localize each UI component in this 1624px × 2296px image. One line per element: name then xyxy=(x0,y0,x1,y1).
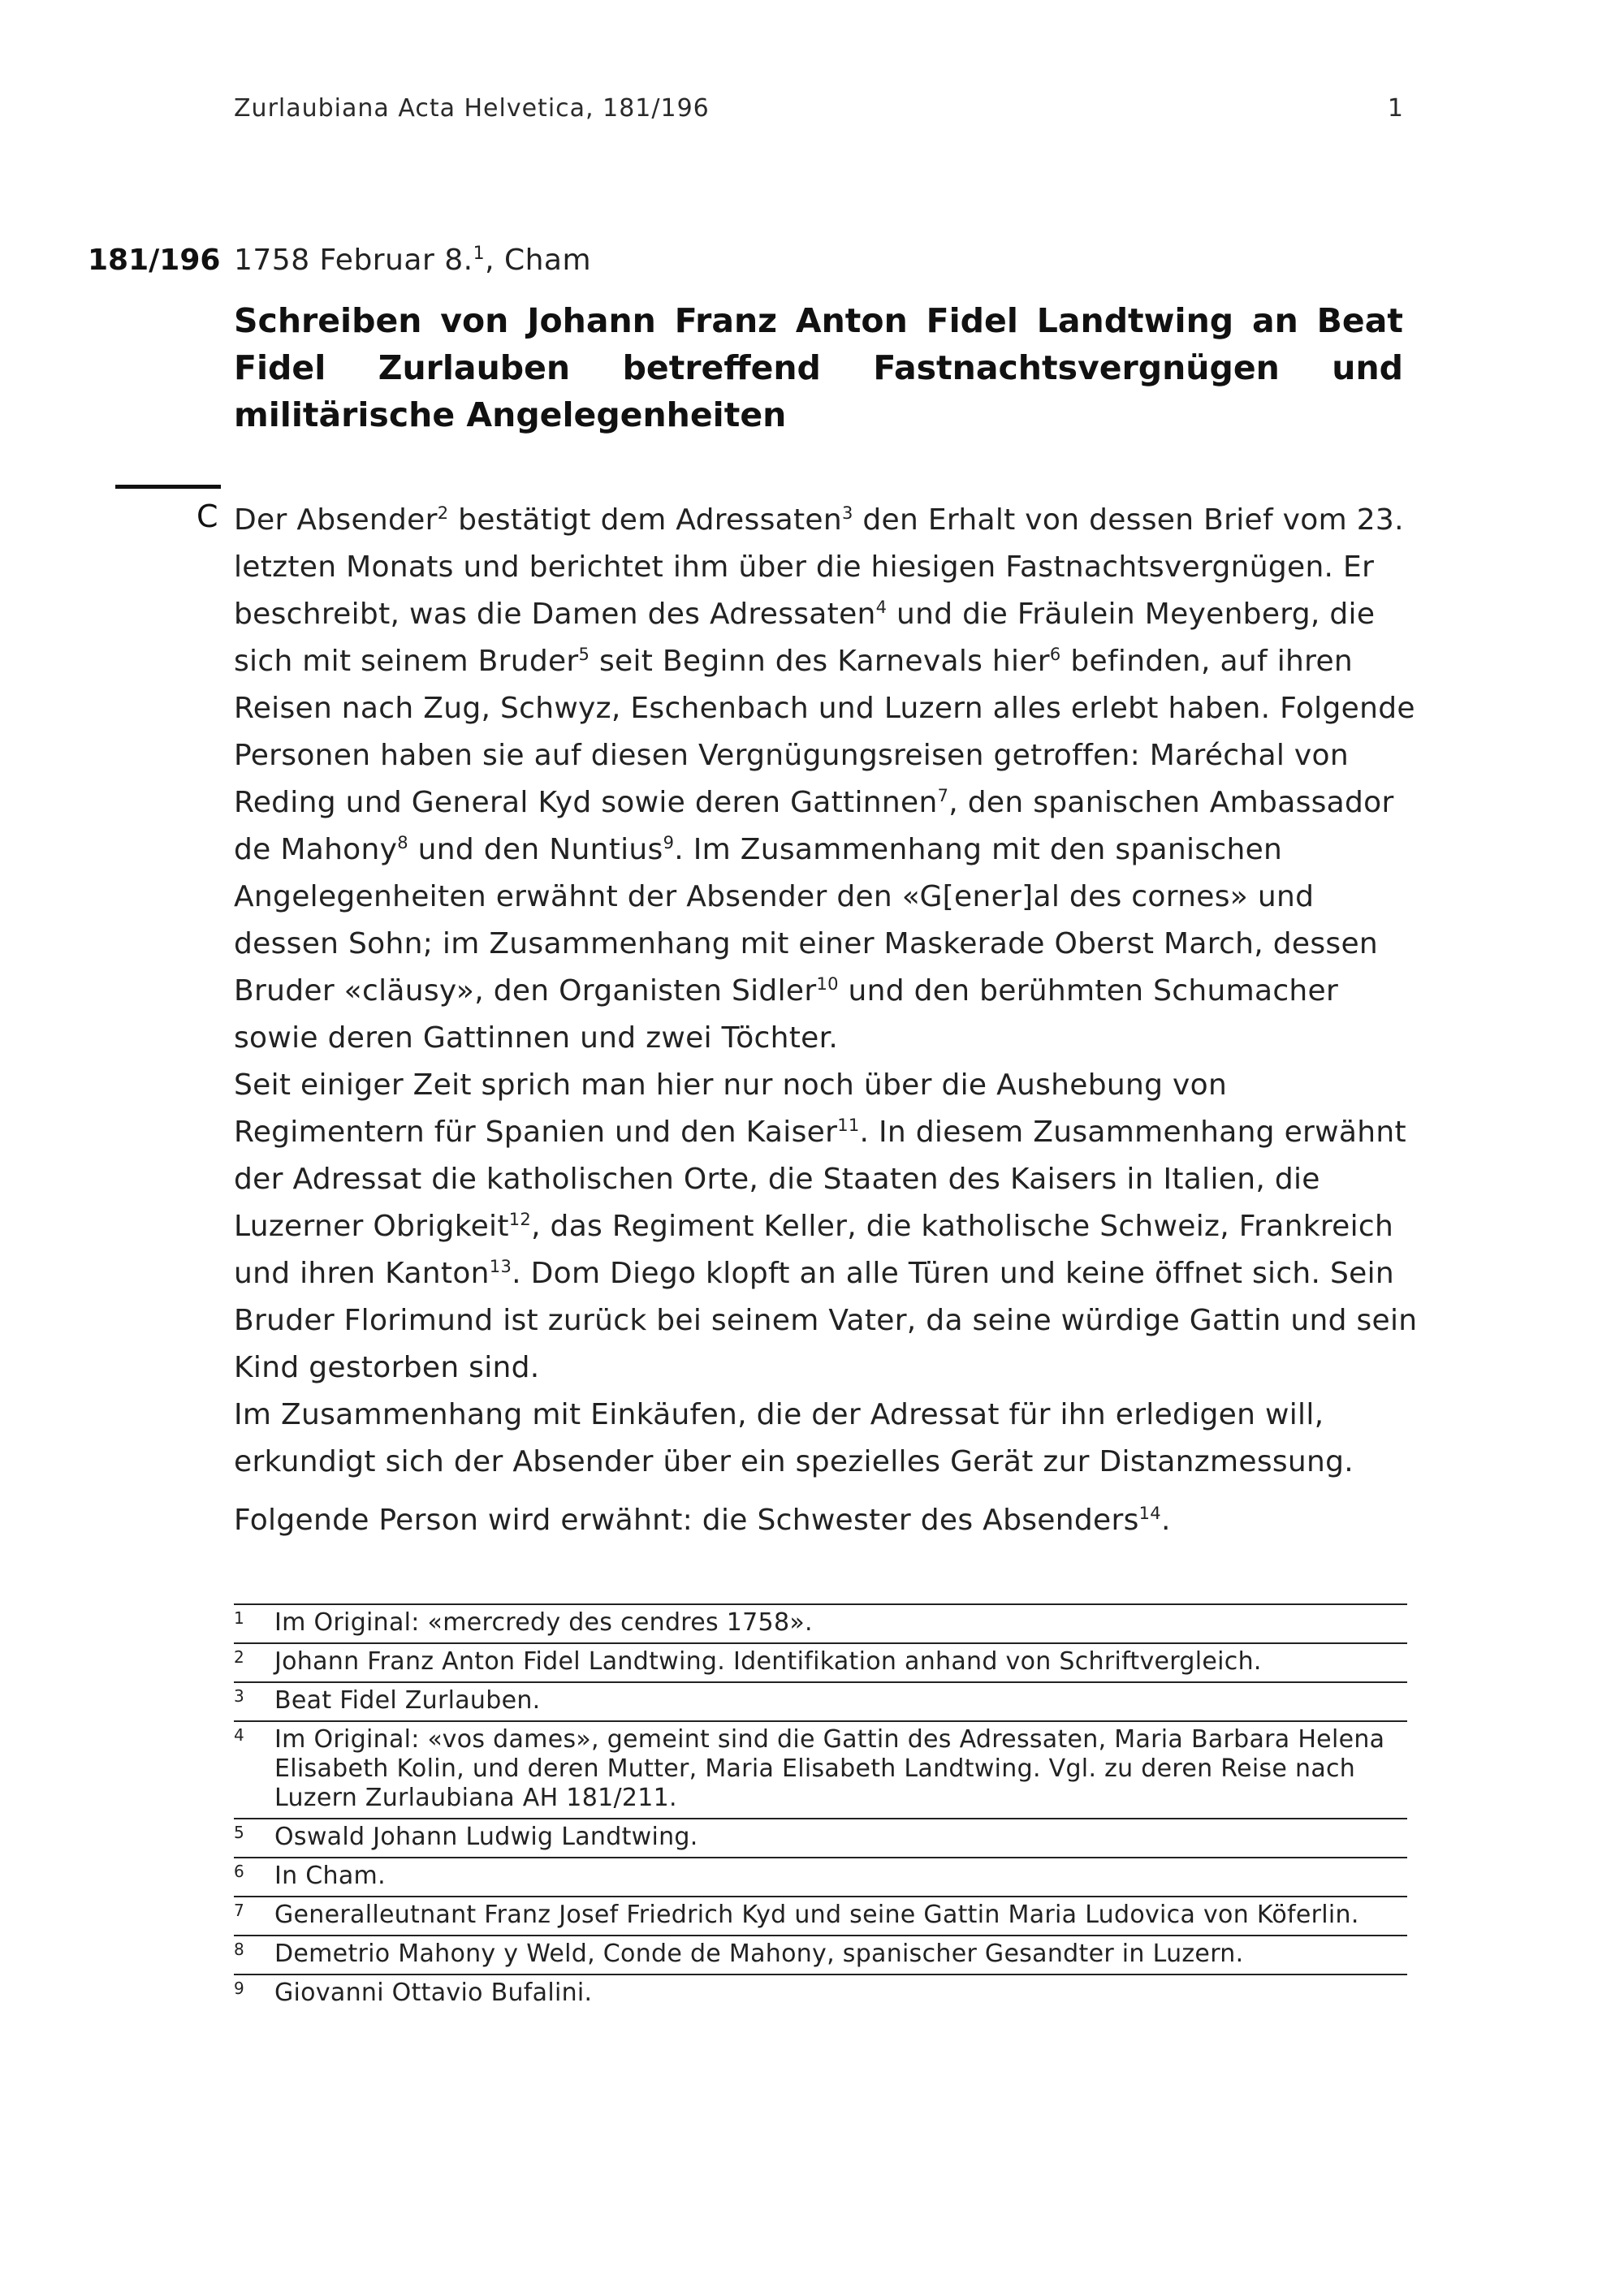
footnote-ref: 3 xyxy=(841,503,853,523)
document-title: Schreiben von Johann Franz Anton Fidel Landtwing an Beat Fidel Zurlauben betreffend Fastnachtsvergnügen und militärische Angelegenheiten xyxy=(234,301,1403,434)
body-text: und die Fräulein Meyenberg, die sich mit seinem Bruder xyxy=(234,598,1376,678)
footnote xyxy=(234,1603,1407,1642)
footnote-ref: 14 xyxy=(1138,1504,1161,1523)
footnote-ref: 1 xyxy=(473,244,486,264)
footnote-text: Johann Franz Anton Fidel Landtwing. Identifikation anhand von Schriftvergleich. xyxy=(274,1647,1262,1676)
footnote xyxy=(234,1681,1407,1720)
body-text: . Im Zusammenhang mit den spanischen Angelegenheiten erwähnt der Absender den «G[ener]al des cornes» und dessen Sohn; im Zusammenhang mit einer Maskerade Oberst March, dessen Bruder «cläusy», den Organisten Sidler xyxy=(234,833,1379,1008)
footnote-number: 4 xyxy=(234,1725,245,1745)
footnote-ref: 13 xyxy=(489,1257,512,1276)
body-paragraph-1 xyxy=(234,497,1419,1062)
footnote-number: 3 xyxy=(234,1686,245,1706)
footnote xyxy=(234,1818,1407,1857)
regest-body xyxy=(234,497,1419,1544)
body-paragraph-2 xyxy=(234,1062,1419,1392)
footnote-text: In Cham. xyxy=(274,1862,386,1890)
footnote-ref: 12 xyxy=(508,1210,532,1229)
footnote xyxy=(234,1974,1407,2013)
footnote xyxy=(234,1642,1407,1681)
footnote-number: 9 xyxy=(234,1979,245,1998)
body-text: Seit einiger Zeit sprich man hier nur noch über die Aushebung von Regimentern für Spanien und den Kaiser xyxy=(234,1068,1228,1149)
body-text: und den Nuntius xyxy=(408,833,663,866)
document-date: 1758 Februar 8. xyxy=(234,244,473,277)
footnote-ref: 4 xyxy=(875,598,888,617)
footnote-text: Beat Fidel Zurlauben. xyxy=(274,1686,541,1715)
footnote-number: 2 xyxy=(234,1647,245,1667)
document-date-line xyxy=(234,244,591,277)
document-place: , Cham xyxy=(485,244,592,277)
body-text: . In diesem Zusammenhang erwähnt der Adressat die katholischen Orte, die Staaten des Kaisers in Italien, die Luzerner Obrigkeit xyxy=(234,1116,1406,1243)
body-text: , den spanischen Ambassador de Mahony xyxy=(234,786,1394,866)
footnote-ref: 2 xyxy=(437,503,449,523)
footnote-text: Giovanni Ottavio Bufalini. xyxy=(274,1979,593,2007)
body-text: Folgende Person wird erwähnt: die Schwester des Absenders xyxy=(234,1504,1139,1537)
footnote-number: 6 xyxy=(234,1862,245,1881)
section-marker: C xyxy=(197,498,218,534)
body-text: bestätigt dem Adressaten xyxy=(448,503,842,537)
footnote xyxy=(234,1857,1407,1896)
footnote-ref: 6 xyxy=(1049,645,1061,664)
footnote-text: Im Original: «vos dames», gemeint sind die Gattin des Adressaten, Maria Barbara Helena Elisabeth Kolin, und deren Mutter, Maria Elisabeth Landtwing. Vgl. zu deren Reise nach Luzern Zurlaubiana AH 181/211. xyxy=(274,1725,1385,1812)
body-text: und den berühmten Schumacher sowie deren Gattinnen und zwei Töchter. xyxy=(234,974,1339,1055)
body-text: seit Beginn des Karnevals hier xyxy=(590,645,1050,678)
footnote xyxy=(234,1935,1407,1974)
body-paragraph-3: Im Zusammenhang mit Einkäufen, die der Adressat für ihn erledigen will, erkundigt sich der Absender über ein spezielles Gerät zur Distanzmessung. xyxy=(234,1398,1354,1478)
footnote-text: Demetrio Mahony y Weld, Conde de Mahony, spanischer Gesandter in Luzern. xyxy=(274,1940,1244,1968)
footnote-number: 5 xyxy=(234,1823,245,1842)
body-paragraph-4 xyxy=(234,1497,1419,1544)
body-text: Der Absender xyxy=(234,503,438,537)
footnote-number: 7 xyxy=(234,1901,245,1920)
footnote-ref: 7 xyxy=(937,786,949,805)
footnote-text: Im Original: «mercredy des cendres 1758». xyxy=(274,1608,813,1637)
footnotes xyxy=(234,1603,1407,2013)
footnote-ref: 8 xyxy=(397,833,408,852)
body-text: befinden, auf ihren Reisen nach Zug, Schwyz, Eschenbach und Luzern alles erlebt haben. Folgende Personen haben sie auf diesen Vergnügungsreisen getroffen: Maréchal von Reding und General Kyd sowie deren Gattinnen xyxy=(234,645,1415,819)
body-text: , das Regiment Keller, die katholische Schweiz, Frankreich und ihren Kanton xyxy=(234,1210,1394,1290)
footnote-ref: 5 xyxy=(578,645,590,664)
footnote-ref: 11 xyxy=(837,1116,860,1135)
footnote-number: 1 xyxy=(234,1608,245,1628)
body-text: den Erhalt von dessen Brief vom 23. letzten Monats und berichtet ihm über die hiesigen Fastnachtsvergnügen. Er beschreibt, was die Damen des Adressaten xyxy=(234,503,1404,631)
footnote-number: 8 xyxy=(234,1940,245,1959)
footnote-text: Generalleutnant Franz Josef Friedrich Kyd und seine Gattin Maria Ludovica von Köferlin. xyxy=(274,1901,1359,1929)
body-text: . Dom Diego klopft an alle Türen und keine öffnet sich. Sein Bruder Florimund ist zurück bei seinem Vater, da seine würdige Gattin und sein Kind gestorben sind. xyxy=(234,1257,1418,1384)
page-number: 1 xyxy=(1387,94,1403,123)
footnote-text: Oswald Johann Ludwig Landtwing. xyxy=(274,1823,698,1851)
document-number: 181/196 xyxy=(88,244,221,277)
footnote-ref: 9 xyxy=(663,833,675,852)
footnote xyxy=(234,1720,1407,1818)
body-text: . xyxy=(1160,1504,1171,1537)
section-divider xyxy=(115,485,221,489)
footnote-ref: 10 xyxy=(816,974,839,994)
footnote xyxy=(234,1896,1407,1935)
running-head: Zurlaubiana Acta Helvetica, 181/196 xyxy=(234,94,710,123)
